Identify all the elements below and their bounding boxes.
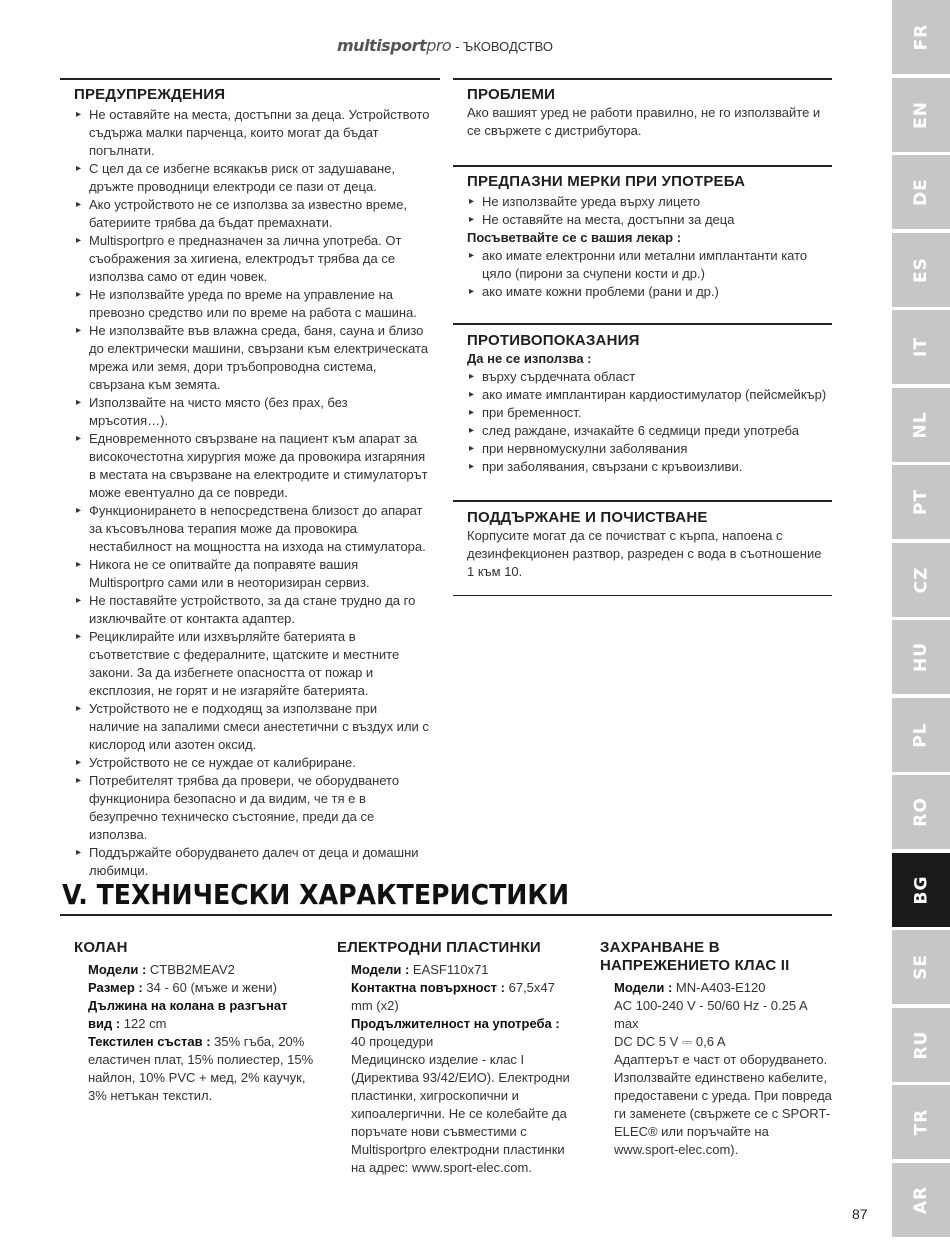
warning-item: ▸ Използвайте на чисто място (без прах, без мръсотия…).	[74, 394, 430, 430]
power-specs	[600, 939, 832, 1159]
precaution-item: ▸ Не използвайте уреда върху лицето	[467, 193, 827, 211]
power-notes: Адаптерът е част от оборудването. Използвайте единствено кабелите, предоставени с уреда. При повреда ги заменете (свържете се с SPORT-ELEC® или поръчайте на www.sport-elec.com).	[614, 1052, 832, 1157]
warning-item: ▸ Устройството не се нуждае от калибриране.	[74, 754, 430, 772]
contraindications-section	[467, 332, 827, 476]
belt-fabric: Текстилен състав : 35% гъба, 20% еластичен плат, 15% полиестер, 15% найлон, 10% PVC + мед, 2% каучук, 3% нетъкан текстил.	[88, 1034, 314, 1103]
language-tab-ar[interactable]	[892, 1163, 950, 1237]
maintenance-text: Корпусите могат да се почистват с кърпа, напоена с дезинфекционен разтвор, разреден с вода в съотношение 1 към 10.	[467, 528, 822, 579]
contraindication-item: ▸ при заболявания, свързани с кръвоизливи.	[467, 458, 827, 476]
page-number: 87	[852, 1206, 868, 1222]
language-tab-label: CZ	[911, 566, 931, 593]
belt-size: Размер : 34 - 60 (мъже и жени)	[88, 980, 277, 995]
belt-length: Дължина на колана в разгънат вид : 122 cm	[88, 998, 288, 1031]
power-ac: AC 100-240 V - 50/60 Hz - 0.25 A max	[614, 998, 807, 1031]
language-tab-label: HU	[910, 641, 931, 673]
problems-section	[467, 86, 827, 140]
divider	[453, 323, 832, 325]
language-tab-label: AR	[911, 1185, 931, 1214]
divider	[60, 914, 832, 916]
consult-list	[467, 247, 827, 301]
language-tab-label: BG	[910, 875, 931, 904]
language-tab-ru[interactable]	[892, 1008, 950, 1082]
warning-item: ▸ Не използвайте уреда по време на управление на превозно средство или по време на работа с машина.	[74, 286, 430, 322]
language-tab-ro[interactable]	[892, 775, 950, 849]
divider	[60, 78, 440, 80]
warnings-title: ПРЕДУПРЕЖДЕНИЯ	[74, 86, 226, 103]
language-tab-label: EN	[911, 100, 931, 129]
contraindications-title: ПРОТИВОПОКАЗАНИЯ	[467, 332, 640, 349]
language-tab-label: ES	[910, 256, 931, 283]
contraindication-item: ▸ върху сърдечната област	[467, 368, 827, 386]
tech-section-title: V. ТЕХНИЧЕСКИ ХАРАКТЕРИСТИКИ	[62, 878, 570, 911]
warning-item: ▸ Никога не се опитвайте да поправяте вашия Multisportpro сами или в неоторизиран сервиз.	[74, 556, 430, 592]
power-model: Модели : MN-A403-E120	[614, 980, 766, 995]
language-tab-label: IT	[910, 337, 931, 357]
warning-item: ▸ Устройството не е подходящ за използване при наличие на запалими смеси анестетични с въздух или с кислород или азотен оксид.	[74, 700, 430, 754]
header-suffix: - ЪКОВОДСТВО	[455, 39, 553, 54]
power-title: ЗАХРАНВАНЕ В НАПРЕЖЕНИЕТО КЛАС II	[600, 939, 790, 974]
language-tab-hu[interactable]	[892, 620, 950, 694]
language-tab-es[interactable]	[892, 233, 950, 307]
warning-item: ▸ Multisportpro е предназначен за лична употреба. От съображения за хигиена, електродът трябва да се използва само от един човек.	[74, 232, 430, 286]
warning-item: ▸ Поддържайте оборудването далеч от деца и домашни любимци.	[74, 844, 430, 880]
page-header	[0, 36, 890, 55]
language-tab-se[interactable]	[892, 930, 950, 1004]
warning-item: ▸ Потребителят трябва да провери, че оборудването функционира безопасно и да видим, че тя е в безупречно техническо състояние, преди да се използва.	[74, 772, 430, 844]
language-tab-label: PL	[910, 721, 931, 748]
warning-item: ▸ Не използвайте във влажна среда, баня, сауна и близо до електрически машини, свързани към електрическата мрежа или земя, дори тръбопроводна система, свързана към земята.	[74, 322, 430, 394]
precautions-title: ПРЕДПАЗНИ МЕРКИ ПРИ УПОТРЕБА	[467, 173, 746, 190]
divider	[453, 78, 832, 80]
warning-item: ▸ Не поставяйте устройството, за да стане трудно да го изключвайте от контакта адаптер.	[74, 592, 430, 628]
electrode-model: Модели : EASF110x71	[351, 962, 489, 977]
language-tab-tr[interactable]	[892, 1085, 950, 1159]
consult-item: ▸ ако имате електронни или метални имплантанти като цяло (пирони за счупени кости и др.)	[467, 247, 827, 283]
consult-item: ▸ ако имате кожни проблеми (рани и др.)	[467, 283, 827, 301]
language-tab-label: NL	[911, 410, 931, 439]
belt-specs	[74, 939, 314, 1105]
precautions-section	[467, 173, 827, 301]
warnings-section	[74, 86, 430, 880]
language-tab-en[interactable]	[892, 78, 950, 152]
electrode-notes: Медицинско изделие - клас I (Директива 93/42/ЕИО). Електродни пластинки, хигроскопични и хипоалергични. Не се колебайте да поръчате нови съвместими с Multisportpro електродни пластинки на адрес: www.sport-elec.com.	[351, 1052, 570, 1175]
language-tab-bg[interactable]	[892, 853, 950, 927]
warning-item: ▸ Не оставяйте на места, достъпни за деца. Устройството съдържа малки парченца, които могат да бъдат погълнати.	[74, 106, 430, 160]
contraindication-item: ▸ при бременност.	[467, 404, 827, 422]
brand-logo: multisportpro	[337, 36, 452, 55]
belt-model: Модели : CTBB2MEAV2	[88, 962, 235, 977]
language-tab-label: TR	[911, 1108, 931, 1136]
electrode-specs	[337, 939, 577, 1177]
contraindication-item: ▸ при нервномускулни заболявания	[467, 440, 827, 458]
language-tab-label: DE	[910, 178, 931, 206]
language-tab-it[interactable]	[892, 310, 950, 384]
belt-title: КОЛАН	[74, 939, 128, 956]
contraindications-list	[467, 368, 827, 476]
language-tab-de[interactable]	[892, 155, 950, 229]
warning-item: ▸ Рециклирайте или изхвърляйте батерията в съответствие с федералните, щатските и местните закони. За да избегнете опасността от пожар и експлозия, не горят и не изгаряйте батерията.	[74, 628, 430, 700]
language-tab-cz[interactable]	[892, 543, 950, 617]
language-tab-pl[interactable]	[892, 698, 950, 772]
maintenance-section	[467, 509, 827, 581]
electrode-life: Продължителност на употреба : 40 процедури	[351, 1016, 560, 1049]
precautions-list	[467, 193, 827, 229]
power-dc: DC DC 5 V ⎓ 0,6 A	[614, 1034, 726, 1049]
language-tab-label: FR	[910, 23, 931, 51]
language-tab-label: SE	[910, 954, 931, 980]
electrodes-title: ЕЛЕКТРОДНИ ПЛАСТИНКИ	[337, 939, 541, 956]
divider	[453, 500, 832, 502]
divider	[453, 165, 832, 167]
maintenance-title: ПОДДЪРЖАНЕ И ПОЧИСТВАНЕ	[467, 509, 708, 526]
contraindication-item: ▸ след раждане, изчакайте 6 седмици преди употреба	[467, 422, 827, 440]
electrode-contact: Контактна повърхност : 67,5x47 mm (x2)	[351, 980, 555, 1013]
warning-item: ▸ Едновременното свързване на пациент към апарат за високочестотна хирургия може да провокира изгаряния в местата на свързване на електродите и стимулаторът може евентуално да се повреди.	[74, 430, 430, 502]
language-tab-label: RU	[911, 1030, 931, 1059]
do-not-use-heading: Да не се използва :	[467, 351, 592, 366]
language-tab-pt[interactable]	[892, 465, 950, 539]
warning-item: ▸ С цел да се избегне всякакъв риск от задушаване, дръжте проводници електроди се пази от деца.	[74, 160, 430, 196]
contraindication-item: ▸ ако имате имплантиран кардиостимулатор (пейсмейкър)	[467, 386, 827, 404]
warning-item: ▸ Ако устройството не се използва за известно време, батериите трябва да бъдат премахнати.	[74, 196, 430, 232]
problems-title: ПРОБЛЕМИ	[467, 86, 556, 103]
consult-doctor-heading: Посъветвайте се с вашия лекар :	[467, 230, 682, 245]
warnings-list	[74, 106, 430, 880]
problems-text: Ако вашият уред не работи правилно, не го използвайте и се свържете с дистрибутора.	[467, 105, 821, 138]
language-tab-fr[interactable]	[892, 0, 950, 74]
precaution-item: ▸ Не оставяйте на места, достъпни за деца	[467, 211, 827, 229]
language-tab-label: RO	[910, 797, 931, 827]
language-tab-label: PT	[911, 488, 931, 516]
warning-item: ▸ Функционирането в непосредствена близост до апарат за късовълнова терапия може да провокира нестабилност на мощността на изхода на стимулатора.	[74, 502, 430, 556]
divider	[453, 595, 832, 596]
language-tab-nl[interactable]	[892, 388, 950, 462]
